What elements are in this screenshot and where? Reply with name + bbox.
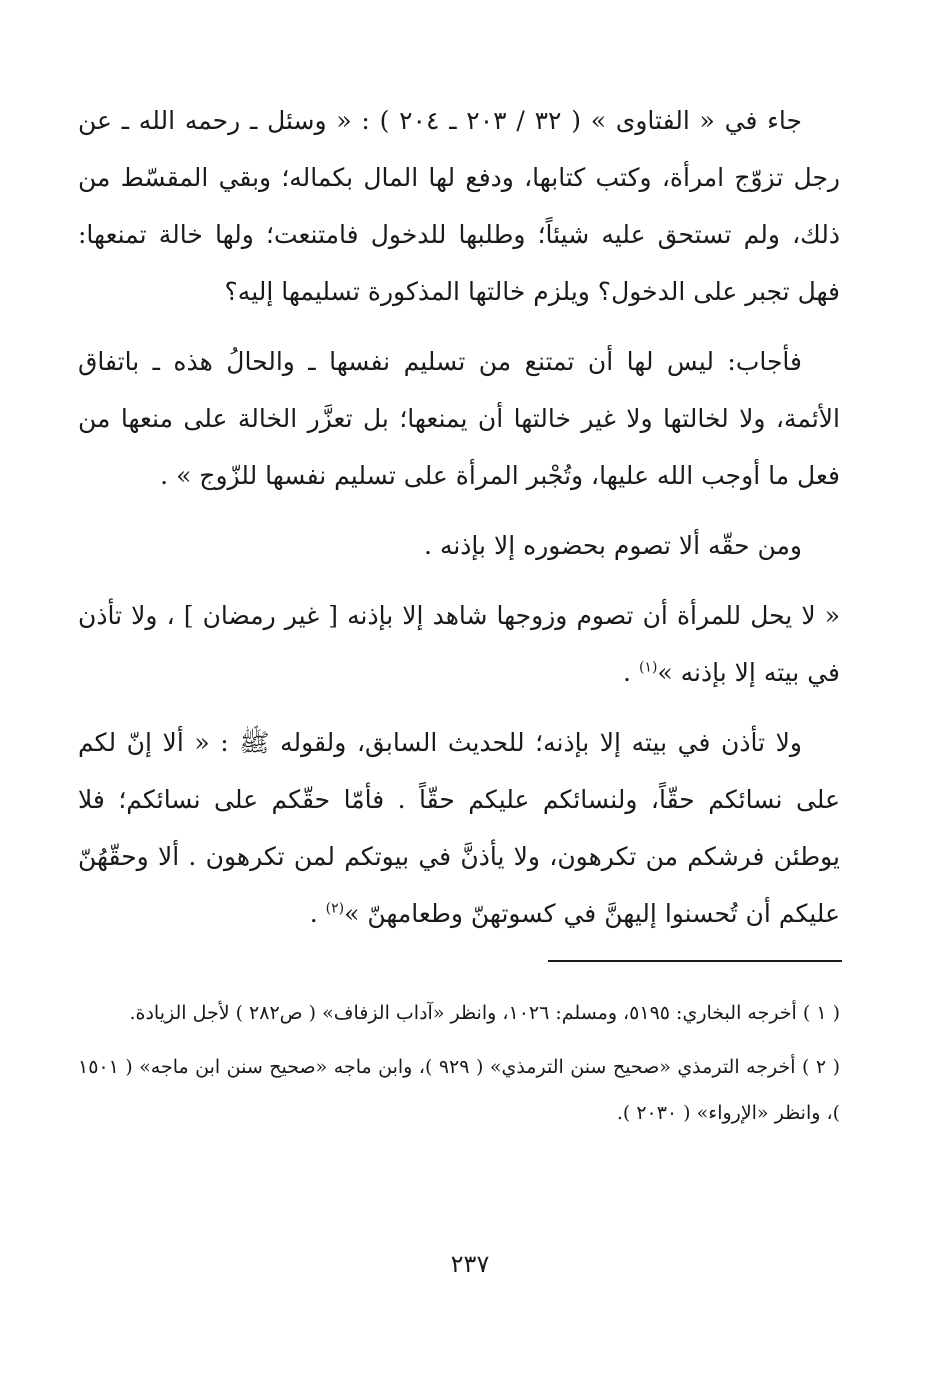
footnote-1: ( ١ ) أخرجه البخاري: ٥١٩٥، ومسلم: ١٠٢٦، وانظر «آداب الزفاف» ( ص٢٨٢ ) لأجل الزيادة. bbox=[129, 1002, 840, 1024]
hadith-fasting-end: . bbox=[623, 658, 639, 687]
paragraph-hadith-fasting bbox=[78, 587, 840, 701]
paragraph-fatawa-answer: فأجاب: ليس لها أن تمتنع من تسليم نفسها ـ والحالُ هذه ـ باتفاق الأئمة، ولا لخالتها ولا غير خالتها أن يمنعها؛ بل تعزَّر الخالة على منعها من فعل ما أوجب الله عليها، وتُجْبر المرأة على تسليم نفسها للزّوج » . bbox=[78, 347, 840, 490]
footnotes bbox=[78, 990, 840, 1136]
hadith-fasting-text: « لا يحل للمرأة أن تصوم وزوجها شاهد إلا بإذنه [ غير رمضان ] ، ولا تأذن في بيته إلا بإذنه » bbox=[78, 601, 840, 687]
hadith-rights-text: ولا تأذن في بيته إلا بإذنه؛ للحديث السابق، ولقوله ﷺ : « ألا إنّ لكم على نسائكم حقّاً، ولنسائكم عليكم حقّاً . فأمّا حقّكم على نسائكم؛ فلا يوطئن فرشكم من تكرهون، ولا يأذنَّ في بيوتكم لمن تكرهون . ألا وحقّهُنّ عليكم أن تُحسنوا إليهنَّ في كسوتهنّ وطعامهنّ » bbox=[78, 728, 840, 928]
paragraph-hadith-rights bbox=[78, 714, 840, 942]
paragraph-fatawa-question: جاء في « الفتاوى » ( ٣٢ / ٢٠٣ ـ ٢٠٤ ) : « وسئل ـ رحمه الله ـ عن رجل تزوّج امرأة، وكتب كتابها، ودفع لها المال بكماله؛ وبقي المقسّط من ذلك، ولم تستحق عليه شيئاً؛ وطلبها للدخول فامتنعت؛ ولها خالة تمنعها: فهل تجبر على الدخول؟ ويلزم خالتها المذكورة تسليمها إليه؟ bbox=[78, 106, 840, 306]
footnote-ref-1: (١) bbox=[638, 659, 658, 676]
hadith-rights-end: . bbox=[309, 899, 326, 928]
footnote-2: ( ٢ ) أخرجه الترمذي «صحيح سنن الترمذي» ( ٩٢٩ )، وابن ماجه «صحيح سنن ابن ماجه» ( ١٥٠١ )، وانظر «الإرواء» ( ٢٠٣٠ ). bbox=[78, 1056, 840, 1124]
main-text bbox=[78, 92, 840, 942]
footnote-divider bbox=[548, 960, 842, 962]
paragraph-fasting-right: ومن حقّه ألا تصوم بحضوره إلا بإذنه . bbox=[424, 531, 802, 560]
page-number: ٢٣٧ bbox=[450, 1250, 490, 1278]
footnote-ref-2: (٢) bbox=[325, 900, 345, 917]
